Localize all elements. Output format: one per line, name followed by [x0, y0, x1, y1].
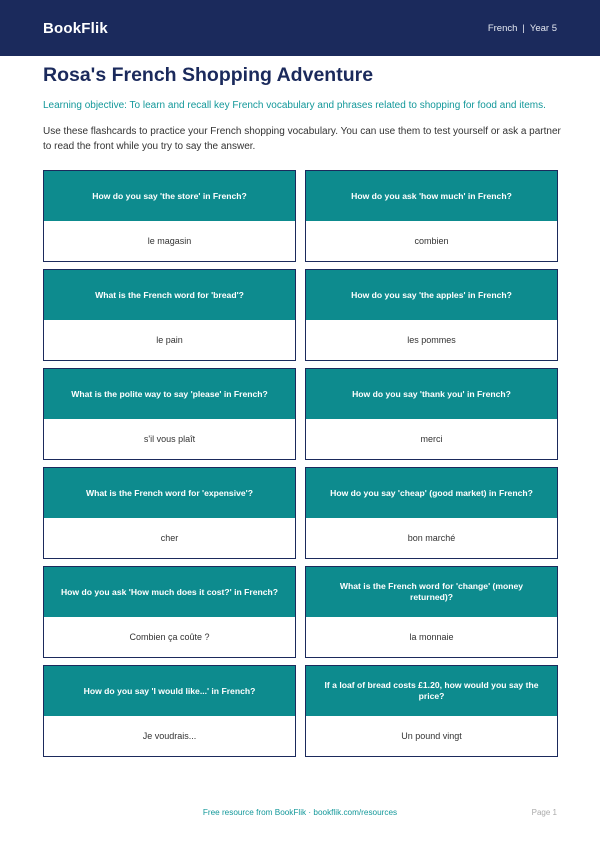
flashcard-grid: [43, 170, 558, 757]
flashcard-question: How do you say 'the apples' in French?: [306, 270, 557, 320]
flashcard[interactable]: [305, 665, 558, 757]
flashcard-answer: merci: [306, 419, 557, 459]
flashcard-question: What is the French word for 'expensive'?: [44, 468, 295, 518]
flashcard-question: What is the French word for 'change' (money returned)?: [306, 567, 557, 617]
intro-text: Use these flashcards to practice your French shopping vocabulary. You can use them to test yourself or ask a partner to read the front while you try to say the answer.: [43, 126, 561, 152]
flashcard[interactable]: [43, 566, 296, 658]
flashcard[interactable]: [43, 269, 296, 361]
flashcard-question: How do you say 'thank you' in French?: [306, 369, 557, 419]
flashcard-question: What is the French word for 'bread'?: [44, 270, 295, 320]
flashcard-answer: combien: [306, 221, 557, 261]
flashcard-question: How do you say 'cheap' (good market) in French?: [306, 468, 557, 518]
subject-label: French: [487, 22, 518, 34]
flashcard-answer: Un pound vingt: [306, 716, 557, 756]
flashcard[interactable]: [43, 170, 296, 262]
flashcard-question: How do you ask 'how much' in French?: [306, 171, 557, 221]
flashcard-answer: le pain: [44, 320, 295, 360]
flashcard-question: What is the polite way to say 'please' in French?: [44, 369, 295, 419]
flashcard[interactable]: [43, 467, 296, 559]
flashcard-question: If a loaf of bread costs £1.20, how would you say the price?: [306, 666, 557, 716]
top-header-bar: [0, 0, 600, 56]
flashcard-answer: Combien ça coûte ?: [44, 617, 295, 657]
flashcard[interactable]: [305, 368, 558, 460]
flashcard-question: How do you say 'I would like...' in French?: [44, 666, 295, 716]
flashcard[interactable]: [305, 170, 558, 262]
flashcard[interactable]: [43, 665, 296, 757]
page-title: Rosa's French Shopping Adventure: [43, 64, 374, 86]
flashcard-question: How do you ask 'How much does it cost?' in French?: [44, 567, 295, 617]
flashcard[interactable]: [305, 566, 558, 658]
meta-separator: |: [522, 22, 525, 34]
flashcard-answer: la monnaie: [306, 617, 557, 657]
header-meta: [488, 23, 557, 34]
flashcard-answer: bon marché: [306, 518, 557, 558]
year-label: Year 5: [529, 22, 557, 34]
brand-logo: BookFlik: [43, 19, 108, 37]
flashcard-answer: s'il vous plaît: [44, 419, 295, 459]
flashcard-answer: Je voudrais...: [44, 716, 295, 756]
flashcard[interactable]: [43, 368, 296, 460]
page-number: Page 1: [531, 808, 557, 817]
flashcard-answer: le magasin: [44, 221, 295, 261]
flashcard[interactable]: [305, 269, 558, 361]
flashcard-question: How do you say 'the store' in French?: [44, 171, 295, 221]
flashcard-answer: les pommes: [306, 320, 557, 360]
flashcard[interactable]: [305, 467, 558, 559]
flashcard-answer: cher: [44, 518, 295, 558]
footer-credit: Free resource from BookFlik · bookflik.com/resources: [202, 808, 398, 817]
learning-objective: Learning objective: To learn and recall key French vocabulary and phrases related to shopping for food and items.: [43, 100, 546, 111]
